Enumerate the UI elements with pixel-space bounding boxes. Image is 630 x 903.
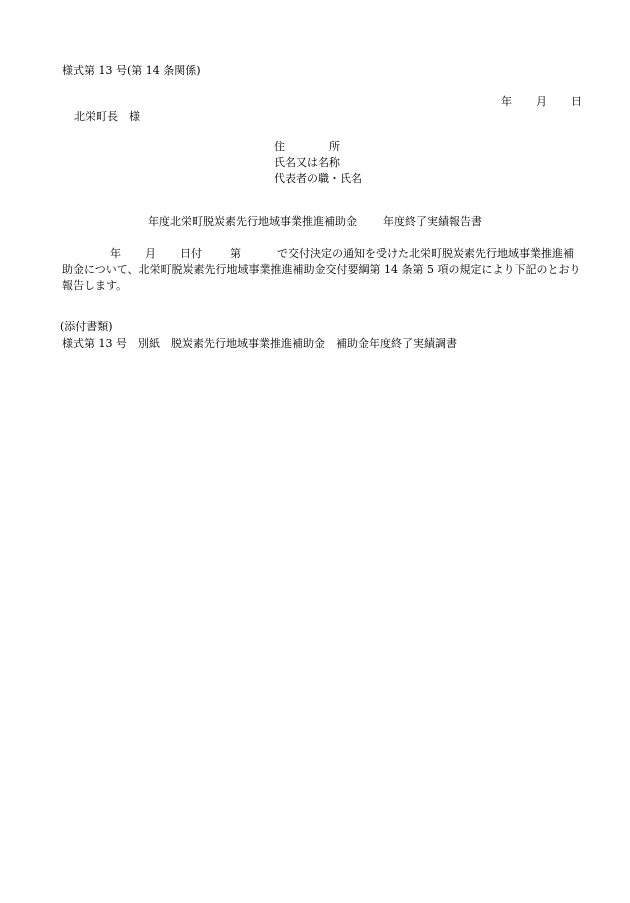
body-text: で交付決定の通知を受けた北栄町脱炭素先行地域事業推進補助金について、北栄町脱炭素先行地域事業推進補助金交付要綱第 14 条第 5 項の規定により下記のとおり報告します。 [62, 247, 581, 292]
attachment-item: 様式第 13 号 別紙 脱炭素先行地域事業推進補助金 補助金年度終了実績調書 [62, 337, 457, 350]
applicant-representative-label: 代表者の職・氏名 [274, 172, 362, 185]
date-year: 年 [501, 95, 512, 108]
date-day: 日 [571, 95, 582, 108]
applicant-name-label: 氏名又は名称 [274, 156, 340, 169]
title-suffix: 年度終了実績報告書 [383, 215, 482, 228]
report-body [62, 246, 582, 294]
applicant-address-label: 住 所 [274, 140, 340, 153]
recipient: 北栄町長 様 [74, 110, 140, 123]
body-month: 月 [145, 247, 156, 260]
body-number-label: 第 [230, 247, 241, 260]
body-year: 年 [110, 247, 121, 260]
body-day: 日付 [180, 247, 202, 260]
attachments-heading: (添付書類) [60, 320, 113, 333]
form-number: 様式第 13 号(第 14 条関係) [62, 64, 201, 77]
date-month: 月 [536, 95, 547, 108]
applicant-block [274, 140, 362, 188]
title-prefix: 年度北栄町脱炭素先行地域事業推進補助金 [148, 215, 357, 228]
date-line [501, 95, 582, 109]
document-title [0, 215, 630, 229]
